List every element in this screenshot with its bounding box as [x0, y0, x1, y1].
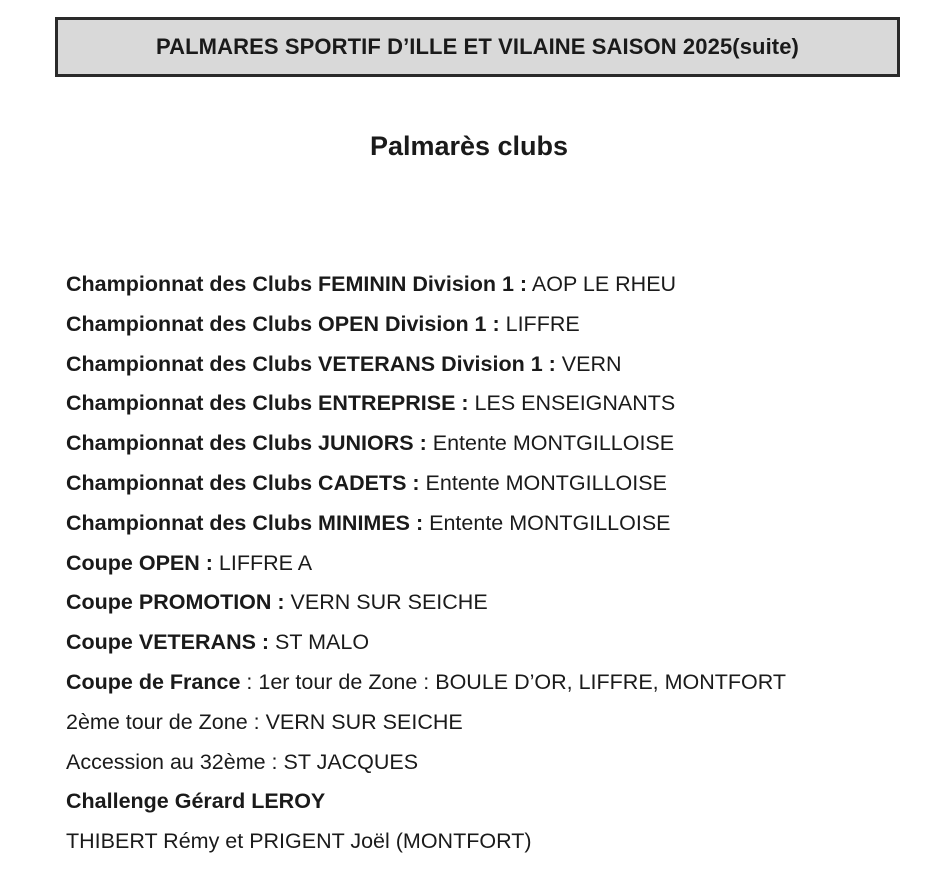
result-label: Challenge Gérard LEROY	[66, 789, 326, 814]
result-line	[66, 345, 786, 385]
result-value: LIFFRE	[499, 311, 580, 336]
result-value: ST MALO	[269, 630, 370, 655]
result-line	[66, 663, 786, 703]
result-label: Championnat des Clubs OPEN Division 1 :	[66, 311, 500, 336]
result-label: Championnat des Clubs FEMININ Division 1 :	[66, 272, 528, 296]
result-label: Coupe OPEN :	[66, 550, 213, 575]
result-value: : 1er tour de Zone : BOULE D’OR, LIFFRE, MONTFORT	[240, 669, 787, 694]
result-value: Entente MONTGILLOISE	[426, 431, 675, 456]
result-value: Accession au 32ème : ST JACQUES	[66, 749, 419, 774]
result-value: AOP LE RHEU	[527, 272, 677, 296]
result-line	[66, 743, 786, 783]
section-title: Palmarès clubs	[369, 131, 569, 161]
result-label: Coupe de France	[66, 669, 241, 694]
result-label: Championnat des Clubs ENTREPRISE :	[66, 391, 469, 416]
result-line	[66, 305, 786, 345]
result-value: THIBERT Rémy et PRIGENT Joël (MONTFORT)	[66, 829, 532, 854]
result-value: LES ENSEIGNANTS	[468, 391, 676, 416]
page-header-box	[55, 17, 900, 77]
result-value: Entente MONTGILLOISE	[423, 510, 671, 535]
result-value: VERN SUR SEICHE	[284, 590, 488, 615]
result-line	[66, 583, 786, 623]
result-line	[66, 464, 786, 504]
result-label: Championnat des Clubs JUNIORS :	[66, 431, 427, 456]
results-list	[66, 265, 786, 862]
result-line	[66, 424, 786, 464]
result-label: Coupe PROMOTION :	[66, 590, 285, 615]
result-line	[66, 822, 786, 862]
result-line	[66, 504, 786, 544]
result-label: Championnat des Clubs VETERANS Division 1 :	[66, 351, 556, 376]
result-label: Coupe VETERANS :	[66, 630, 270, 655]
result-label: Championnat des Clubs MINIMES :	[66, 510, 424, 535]
result-value: VERN	[555, 351, 622, 376]
result-label: Championnat des Clubs CADETS :	[66, 470, 420, 495]
result-value: 2ème tour de Zone : VERN SUR SEICHE	[66, 709, 463, 734]
result-line	[66, 265, 786, 305]
result-line	[66, 623, 786, 663]
result-value: LIFFRE A	[212, 550, 313, 575]
result-value: Entente MONTGILLOISE	[419, 470, 667, 495]
page-header-title: PALMARES SPORTIF D’ILLE ET VILAINE SAISON 2025(suite)	[156, 34, 799, 59]
result-line	[66, 544, 786, 584]
result-line	[66, 703, 786, 743]
result-line	[66, 384, 786, 424]
result-line	[66, 782, 786, 822]
